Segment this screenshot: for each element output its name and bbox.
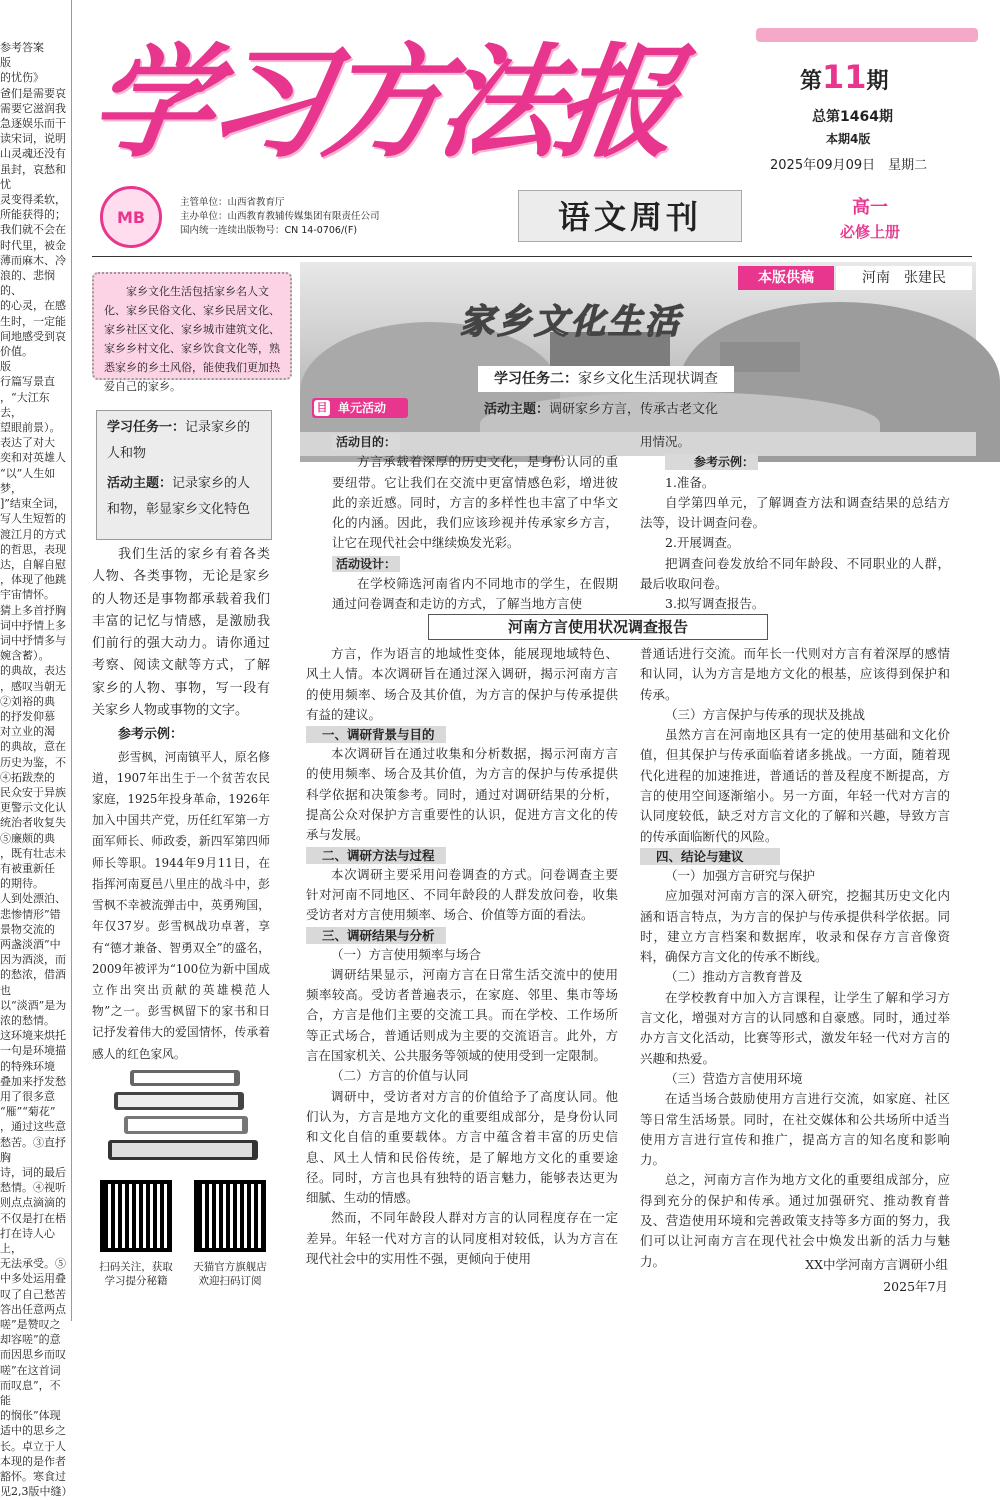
goal-tag: 活动目的：	[332, 434, 400, 450]
strip-line: 间地感受到哀	[0, 329, 66, 343]
report-title: 河南方言使用状况调查报告	[428, 614, 768, 640]
grade-info: 高一 必修上册	[839, 197, 900, 241]
strip-line: 望眼前景）。	[0, 421, 61, 435]
strip-line: 更警示文化认	[0, 801, 66, 815]
strip-line: 急逐娱乐而干	[0, 117, 66, 131]
reference-tag: 参考示例：	[665, 454, 758, 470]
strip-line: ，通过这些意	[0, 1120, 66, 1134]
hero-title: 家乡文化生活	[460, 302, 682, 342]
strip-line: 这环境来烘托	[0, 1029, 66, 1043]
divider	[92, 256, 972, 257]
section-2-heading: 二、调研方法与过程	[306, 847, 446, 864]
strip-line: ，既有壮志未	[0, 846, 66, 860]
strip-line: 虽封，哀愁和忧	[0, 162, 66, 191]
strip-line: 渡江月的方式	[0, 527, 66, 541]
strip-line: 灵变得柔软，	[0, 193, 66, 207]
strip-line: 而叹息”，不能	[0, 1378, 61, 1408]
strip-line: 一句是环境描	[0, 1044, 66, 1058]
strip-line: 因为酒淡，而	[0, 953, 66, 967]
strip-line: ，感叹当朝无	[0, 679, 66, 693]
newspaper-logo: MB	[100, 186, 162, 248]
strip-line: 写人生短暂的	[0, 512, 66, 526]
strip-line: 版	[0, 360, 11, 374]
strip-line: ⑤廉颇的典	[0, 831, 55, 845]
reference-example-label: 参考示例：	[118, 727, 184, 743]
strip-line: 愁苦。③直抒胸	[0, 1135, 66, 1164]
strip-line: 对立业的渴	[0, 725, 55, 739]
strip-line: 读宋词，说明	[0, 132, 66, 146]
reference-example-text: 彭雪枫，河南镇平人，原名修道，1907年出生于一个贫苦农民家庭，1925年投身革命，1926年加入中国共产党，历任红军第一方面军师长、师政委，新四军第四师师长等职。1944年9月11日，在指挥河南夏邑八里庄的战斗中，彭雪枫不幸被流弹击中，英勇殉国，年仅37岁。彭雪枫战功卓著，享有“德才兼备、智勇双全”的盛名，2009年被评为“100位为新中国成立作出突出贡献的英雄模范人物”之一。彭雪枫留下的家书和日记抒发着伟大的爱国情怀，传承着感人的红色家风。	[92, 749, 270, 1061]
strip-line: 历史为鉴，不	[0, 755, 66, 769]
design-tag: 活动设计：	[332, 556, 400, 572]
strip-line: 景物交流的	[0, 922, 55, 936]
strip-line: 本现的是作者	[0, 1454, 66, 1468]
strip-line: 的心灵，在感	[0, 299, 66, 313]
section-3-heading: 三、调研结果与分析	[306, 927, 446, 944]
strip-line: 打在诗人心上，	[0, 1226, 55, 1256]
activity-column: 活动目的： 方言承载着深厚的历史文化，是身份认同的重要纽带。它让我们在交流中更富情感色彩，增进彼此的亲近感。同时，方言的多样性也丰富了中华文化的内涵。因此，我们应该珍视并传承家乡方言，让它在现代社会中继续焕发光彩。 活动设计： 在学校筛选河南省内不同地市的学生，在假期通过问卷调查和走访的方式，了解当地方言使	[332, 435, 618, 612]
strip-line: 表达了对大	[0, 436, 55, 450]
strip-line: 的哲思，表现	[0, 542, 66, 556]
strip-line: 嗟”在这首词	[0, 1363, 61, 1377]
strip-line: 猜上多首抒胸	[0, 603, 66, 617]
strip-line: 的悯伥”体现	[0, 1409, 61, 1423]
contributor-author: 河南 张建民	[836, 266, 972, 290]
strip-line: 以“淡酒”是为	[0, 998, 67, 1012]
report-column-left: 方言，作为语言的地域性变体，能展现地域特色、风土人情。本次调研旨在通过深入调研，揭示河南方言的使用频率、场合及其价值，为方言的保护与传承提供有益的建议。 一、调研背景与目的 本次调研旨在通过收集和分析数据，揭示河南方言的使用频率、场合及其价值，为方言的保护与传承提供科学依据和决策参考。同时，通过对调研结果的分析，提高公众对保护方言重要性的认识，促进方言文化的传承与发展。 二、调研方法与过程 本次调研主要采用问卷调查的方式。问卷调查主要针对河南不同地区、不同年龄段的人群发放问卷，收集受访者对方言使用频率、场合、价值等方面的看法。 三、调研结果与分析 （一）方言使用频率与场合 调研结果显示，河南方言在日常生活交流中的使用频率较高。受访者普遍表示，在家庭、邻里、集市等场合，方言是他们主要的交流工具。而在学校、工作场所等正式场合，普通话则成为主要的交流语言。此外，方言在国家机关、公共服务等领域的使用受到一定限制。 （二）方言的价值与认同 调研中，受访者对方言的价值给予了高度认同。他们认为，方言是地方文化的重要组成部分，是身份认同和文化自信的重要载体。方言中蕴含着丰富的历史信息、风土人情和民俗传统，是了解地方文化的重要途径。同时，方言也具有独特的语言魅力，能够表达更为细腻、生动的情感。 然而，不同年龄段人群对方言的认同程度存在一定差异。年轻一代对方言的认同度相对较低，认为方言在现代社会中的实用性不强，更倾向于使用	[306, 646, 618, 1267]
activity-column-right: 用情况。 参考示例： 1.准备。 自学第四单元，了解调查方法和调查结果的总结方法等，设计调查问卷。 2.开展调查。 把调查问卷发放给不同年龄段、不同职业的人群，最后收取问卷。 3.拟写调查报告。	[640, 434, 950, 612]
contributor-badge: 本版供稿	[738, 266, 834, 290]
strip-line: 的期待。	[0, 877, 44, 891]
books-illustration	[100, 1062, 270, 1164]
strip-line: ]”结束全词，	[0, 497, 65, 511]
strip-line: 有被重新任	[0, 861, 55, 875]
book-icon: 目	[314, 400, 330, 416]
previous-page-strip	[0, 0, 73, 1499]
strip-line: 豁怀。寒食过	[0, 1470, 66, 1484]
strip-line: 的典故，意在	[0, 740, 66, 754]
strip-line: ②刘裕的典	[0, 694, 55, 708]
strip-line: 时代里，被金	[0, 238, 66, 252]
strip-line: “以”人生如梦，	[0, 466, 56, 495]
strip-line: 适中的思乡之	[0, 1424, 66, 1438]
task2-heading: 学习任务二：家乡文化生活现状调查	[478, 366, 734, 392]
total-issue: 总第1464期	[812, 109, 893, 125]
strip-line: 叹了自己愁苦	[0, 1287, 66, 1301]
strip-line: 浪的、悲悯的、	[0, 269, 55, 298]
page-count: 本期4版	[826, 132, 871, 146]
strip-line: “雁”“菊花”	[0, 1105, 56, 1119]
strip-line: 生时，一定能	[0, 314, 66, 328]
qr-caption-wechat: 扫码关注，获取 学习提分秘籍	[99, 1261, 173, 1287]
strip-line: ，体现了他跳	[0, 573, 66, 587]
qr-code-wechat[interactable]	[100, 1180, 172, 1252]
strip-line: 爸们是需要哀	[0, 86, 66, 100]
strip-line: 则点点滴滴的	[0, 1196, 66, 1210]
unit-activity-badge: 目 单元活动	[312, 398, 408, 418]
strip-line: 词中抒情上多	[0, 618, 66, 632]
hero-landscape-image	[300, 262, 976, 456]
strip-line: 无法承受。⑤	[0, 1257, 66, 1271]
masthead-title: 学习方法报	[82, 32, 682, 174]
strip-line: 版	[0, 56, 11, 70]
strip-line: 价值。	[0, 345, 33, 359]
strip-line: 两盏淡酒”中	[0, 937, 61, 951]
weekly-name: 语文周刊	[518, 190, 742, 242]
intro-box: 家乡文化生活包括家乡名人文化、家乡民俗文化、家乡民居文化、家乡社区文化、家乡城市建筑文化、家乡乡村文化、家乡饮食文化等，熟悉家乡的乡土风俗，能使我们更加热爱自己的家乡。	[92, 272, 292, 380]
masthead-pink-bar	[756, 28, 978, 42]
strip-line: 的典故，表达	[0, 664, 66, 678]
qr-caption-tmall: 天猫官方旗舰店 欢迎扫码订阅	[193, 1261, 267, 1287]
issue-number: 第11期	[800, 58, 889, 96]
report-signature: XX中学河南方言调研小组 2025年7月	[805, 1257, 948, 1294]
strip-line: 参考答案	[0, 41, 44, 54]
publisher-info: 主管单位：山西省教育厅 主办单位：山西教育教辅传媒集团有限责任公司 国内统一连续出版物号：CN 14-0706/(F)	[180, 197, 380, 236]
task1-box: 学习任务一：记录家乡的人和物 活动主题：记录家乡的人和物，彰显家乡文化特色	[96, 410, 272, 540]
strip-line: 词中抒情多与	[0, 633, 66, 647]
strip-line: 答出任意两点	[0, 1302, 66, 1316]
strip-line: 统治者收复失	[0, 816, 66, 830]
strip-line: ，“大江东去，	[0, 390, 50, 419]
report-column-right: 普通话进行交流。而年长一代则对方言有着深厚的感情和认同，认为方言是地方文化的根基，应该得到保护和传承。 （三）方言保护与传承的现状及挑战 虽然方言在河南地区具有一定的使用基础和文化价值，但其保护与传承面临着诸多挑战。一方面，随着现代化进程的加速推进，普通话的普及程度不断提高，方言的使用空间逐渐缩小。另一方面，年轻一代对方言的认同度较低，缺乏对方言文化的了解和兴趣，导致方言的传承面临断代的风险。 四、结论与建议 （一）加强方言研究与保护 应加强对河南方言的深入研究，挖掘其历史文化内涵和语言特点，为方言的保护与传承提供科学依据。同时，建立方言档案和数据库，收录和保存方言音像资料，确保方言文化的传承不断线。 （二）推动方言教育普及 在学校教育中加入方言课程，让学生了解和学习方言文化，增强对方言的认同感和自豪感。同时，通过举办方言文化活动，比赛等形式，激发年轻一代对方言的兴趣和热爱。 （三）营造方言使用环境 在适当场合鼓励使用方言进行交流，如家庭、社区等日常生活场景。同时，在社交媒体和公共场所中适当使用方言进行宣传和推广，提高方言的知名度和影响力。 总之，河南方言作为地方文化的重要组成部分，应得到充分的保护和传承。通过加强研究、推动教育普及、营造使用环境和完善政策支持等多方面的努力，我们可以让河南方言在现代社会中焕发出新的活力与魅力。	[640, 646, 950, 1269]
strip-line: 诗，词的最后	[0, 1166, 66, 1180]
strip-line: 的抒发仰慕	[0, 709, 55, 723]
strip-line: 的愁浓，借酒也	[0, 968, 66, 997]
strip-line: 见2,3版中缝）	[0, 1485, 73, 1499]
strip-line: 悲惨情形”错	[0, 907, 61, 921]
strip-line: 山灵魂还没有	[0, 147, 66, 161]
task2-theme: 活动主题：调研家乡方言，传承古老文化	[484, 402, 719, 417]
task1-body: 我们生活的家乡有着各类人物、各类事物，无论是家乡的人物还是事物都承载着我们丰富的记忆与情感，是激励我们前行的强大动力。请你通过考察、阅读文献等方式，了解家乡的人物、事物，写一段有关家乡人物或事物的文字。 参考示例： 彭雪枫，河南镇平人，原名修道，1907年出生于一个贫苦农民家庭，1925年投身革命，1926年加入中国共产党，历任红军第一方面军师长、师政委，新四军第四师师长等职。1944年9月11日，在指挥河南夏邑八里庄的战斗中，彭雪枫不幸被流弹击中，英勇殉国，年仅37岁。彭雪枫战功卓著，享有“德才兼备、智勇双全”的盛名，2009年被评为“100位为新中国成立作出突出贡献的英雄模范人物”之一。彭雪枫留下的家书和日记抒发着伟大的爱国情怀，传承着感人的红色家风。	[92, 544, 270, 1065]
strip-line: 需要它滋润我	[0, 101, 66, 115]
strip-line: 浓的愁情。	[0, 1014, 55, 1027]
strip-line: 奕和对英雄人	[0, 451, 66, 465]
strip-line: 叠加来抒发愁	[0, 1074, 66, 1088]
strip-line: 用了很多意	[0, 1090, 55, 1104]
strip-line: 薄而麻木、冷	[0, 253, 66, 267]
strip-line: 而因思乡而叹	[0, 1348, 66, 1362]
strip-line: 的特殊环境	[0, 1059, 55, 1073]
strip-line: 却容嗟”的意	[0, 1333, 61, 1347]
strip-line: 行篇写景直	[0, 375, 55, 389]
strip-line: 中多处运用叠	[0, 1272, 66, 1286]
strip-line: 不仅是打在梧	[0, 1211, 66, 1225]
strip-line: 达，自解自慰	[0, 557, 66, 571]
strip-line: 长。卓立于人	[0, 1439, 66, 1453]
strip-line: 人到处漂泊、	[0, 892, 66, 906]
strip-line: 的忧伤》	[0, 71, 44, 85]
strip-line: 愁情。④视听	[0, 1181, 66, 1195]
strip-line: 宇宙情怀。	[0, 588, 55, 602]
section-1-heading: 一、调研背景与目的	[306, 726, 446, 743]
strip-line: ④拓跋焘的	[0, 770, 55, 784]
qr-code-tmall[interactable]	[194, 1180, 266, 1252]
strip-line: 嗟”是赞叹之	[0, 1318, 61, 1332]
strip-line: 民众安于异族	[0, 785, 66, 799]
section-4-heading: 四、结论与建议	[640, 848, 780, 865]
strip-line: 婉含蓄）。	[0, 649, 50, 663]
issue-date: 2025年09月09日 星期二	[770, 158, 928, 173]
strip-line: 我们就不会在	[0, 223, 66, 237]
strip-line: 所能获得的；	[0, 208, 66, 222]
